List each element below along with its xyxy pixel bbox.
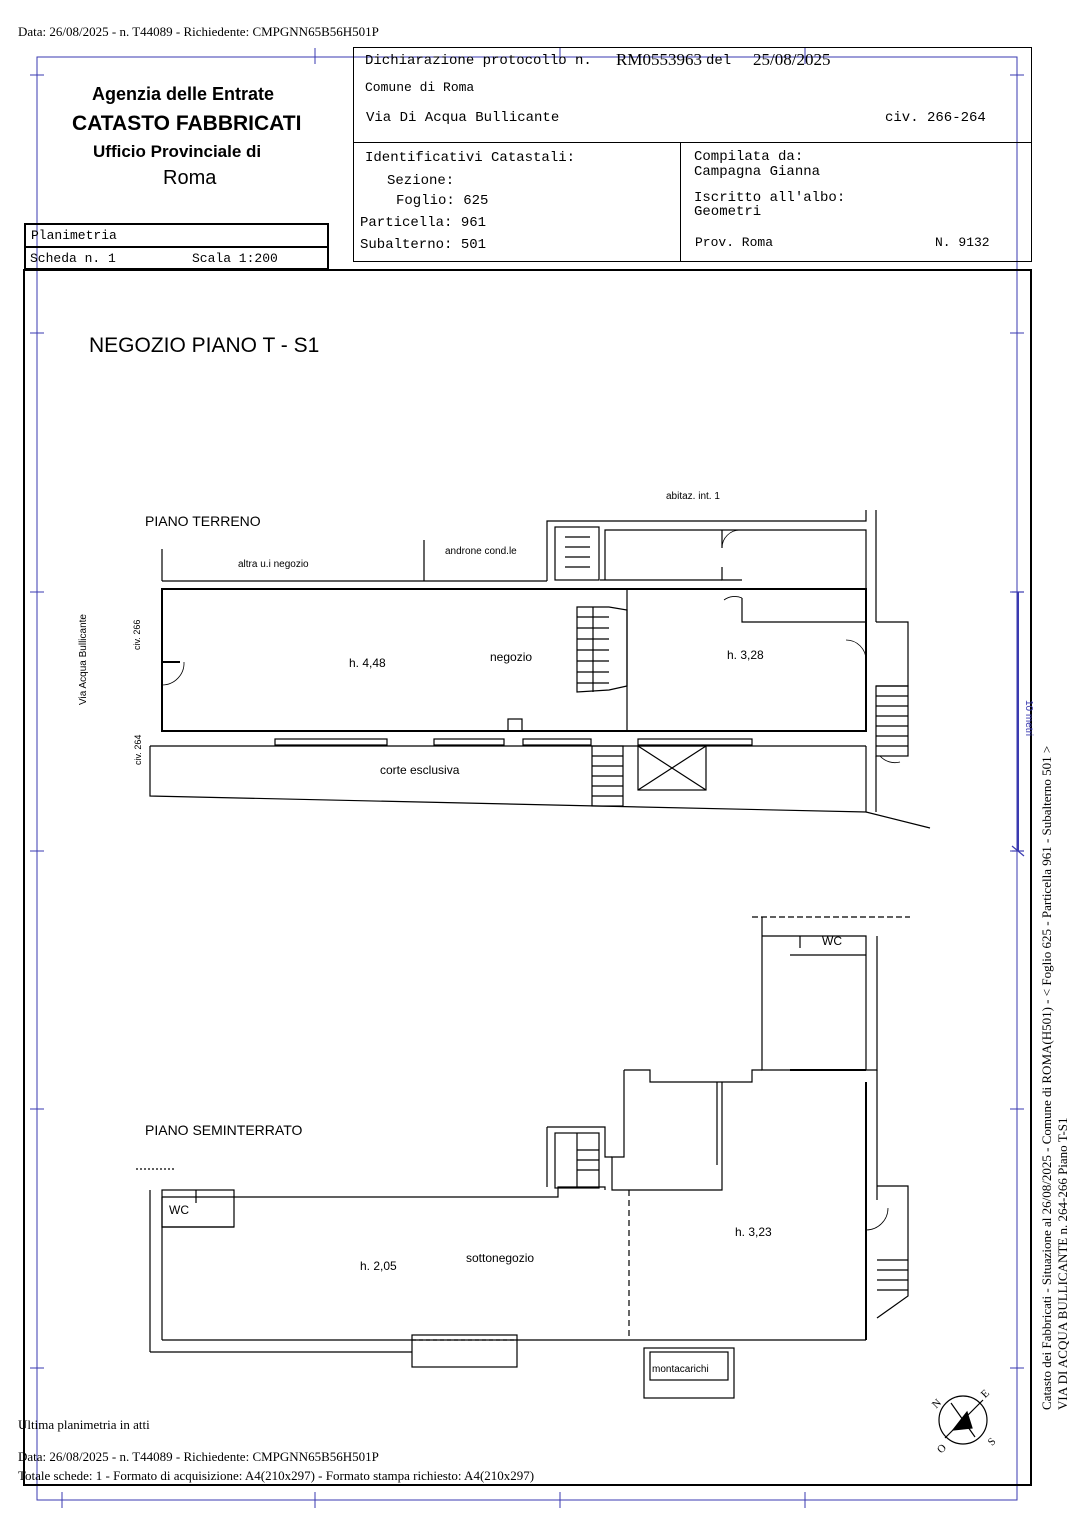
identificativi-foglio: Foglio: 625: [396, 193, 489, 209]
compass-o: O: [934, 1441, 950, 1457]
label-via: Via Acqua Bullicante: [78, 614, 89, 705]
label-h448: h. 4,48: [349, 656, 386, 670]
identificativi-sezione: Sezione:: [387, 173, 455, 189]
declaration-date: 25/08/2025: [753, 50, 831, 69]
label-abitaz: abitaz. int. 1: [666, 491, 720, 502]
label-h328: h. 3,28: [727, 648, 764, 662]
agency-line3: Ufficio Provinciale di: [93, 142, 262, 161]
compilata-name: Campagna Gianna: [694, 164, 821, 180]
identificativi-subalterno: Subalterno: 501: [360, 237, 487, 253]
declaration-prefix: Dichiarazione protocollo n.: [365, 53, 592, 69]
compilata-albo: Geometri: [694, 204, 762, 220]
footer-totale: Totale schede: 1 - Formato di acquisizione: A4(210x297) - Formato stampa richiesto: A4(210x297): [18, 1468, 535, 1483]
compass-e: E: [978, 1387, 992, 1401]
label-h205: h. 2,05: [360, 1259, 397, 1273]
header-line: Data: 26/08/2025 - n. T44089 - Richiedente: CMPGNN65B56H501P: [18, 24, 379, 39]
label-corte: corte esclusiva: [380, 763, 460, 777]
declaration-via: Via Di Acqua Bullicante: [366, 110, 560, 126]
label-wc-lower: WC: [169, 1203, 189, 1217]
agency-line1: Agenzia delle Entrate: [92, 84, 275, 104]
side-text-line2: VIA DI ACQUA BULLICANTE n. 264-266 Piano T-S1: [1055, 1117, 1070, 1410]
declaration-number: RM0553963: [616, 50, 702, 69]
compilata-title: Compilata da:: [694, 149, 804, 165]
label-montacarichi: montacarichi: [652, 1364, 709, 1375]
agency-line2: CATASTO FABBRICATI: [72, 112, 302, 135]
label-civ266: civ. 266: [132, 619, 142, 650]
compilata-number: N. 9132: [935, 235, 990, 250]
label-altra: altra u.i negozio: [238, 559, 309, 570]
identificativi-particella: Particella: 961: [360, 215, 487, 231]
side-text-line1: Catasto dei Fabbricati - Situazione al 26/08/2025 - Comune di ROMA(H501) - < Foglio 625 - Particella 961 - Subalterno 501 >: [1039, 745, 1054, 1410]
planimetria-label: Planimetria: [31, 228, 117, 243]
identificativi-title: Identificativi Catastali:: [365, 150, 576, 166]
label-scale-mark: 10 metri: [1023, 700, 1034, 737]
label-civ264: civ. 264: [133, 734, 143, 765]
label-h323: h. 3,23: [735, 1225, 772, 1239]
plan-title: NEGOZIO PIANO T - S1: [89, 334, 320, 357]
declaration-comune: Comune di Roma: [365, 80, 475, 95]
scheda-label: Scheda n. 1: [30, 251, 116, 266]
compass-n: N: [929, 1396, 945, 1412]
compilata-iscritto: Iscritto all'albo:: [694, 190, 846, 206]
label-sottonegozio: sottonegozio: [466, 1251, 535, 1265]
compilata-prov: Prov. Roma: [695, 235, 774, 250]
footer-ultima: Ultima planimetria in atti: [18, 1417, 150, 1432]
label-negozio: negozio: [490, 650, 533, 664]
label-piano-seminterrato: PIANO SEMINTERRATO: [145, 1122, 303, 1138]
label-piano-terreno: PIANO TERRENO: [145, 513, 261, 529]
declaration-civ: civ. 266-264: [885, 110, 986, 126]
footer-data: Data: 26/08/2025 - n. T44089 - Richiedente: CMPGNN65B56H501P: [18, 1449, 379, 1464]
compass-s: S: [985, 1435, 999, 1449]
agency-line4: Roma: [163, 167, 217, 189]
declaration-del: del: [706, 53, 732, 69]
label-androne: androne cond.le: [445, 546, 517, 557]
scala-label: Scala 1:200: [192, 251, 278, 266]
label-wc-upper: WC: [822, 934, 842, 948]
